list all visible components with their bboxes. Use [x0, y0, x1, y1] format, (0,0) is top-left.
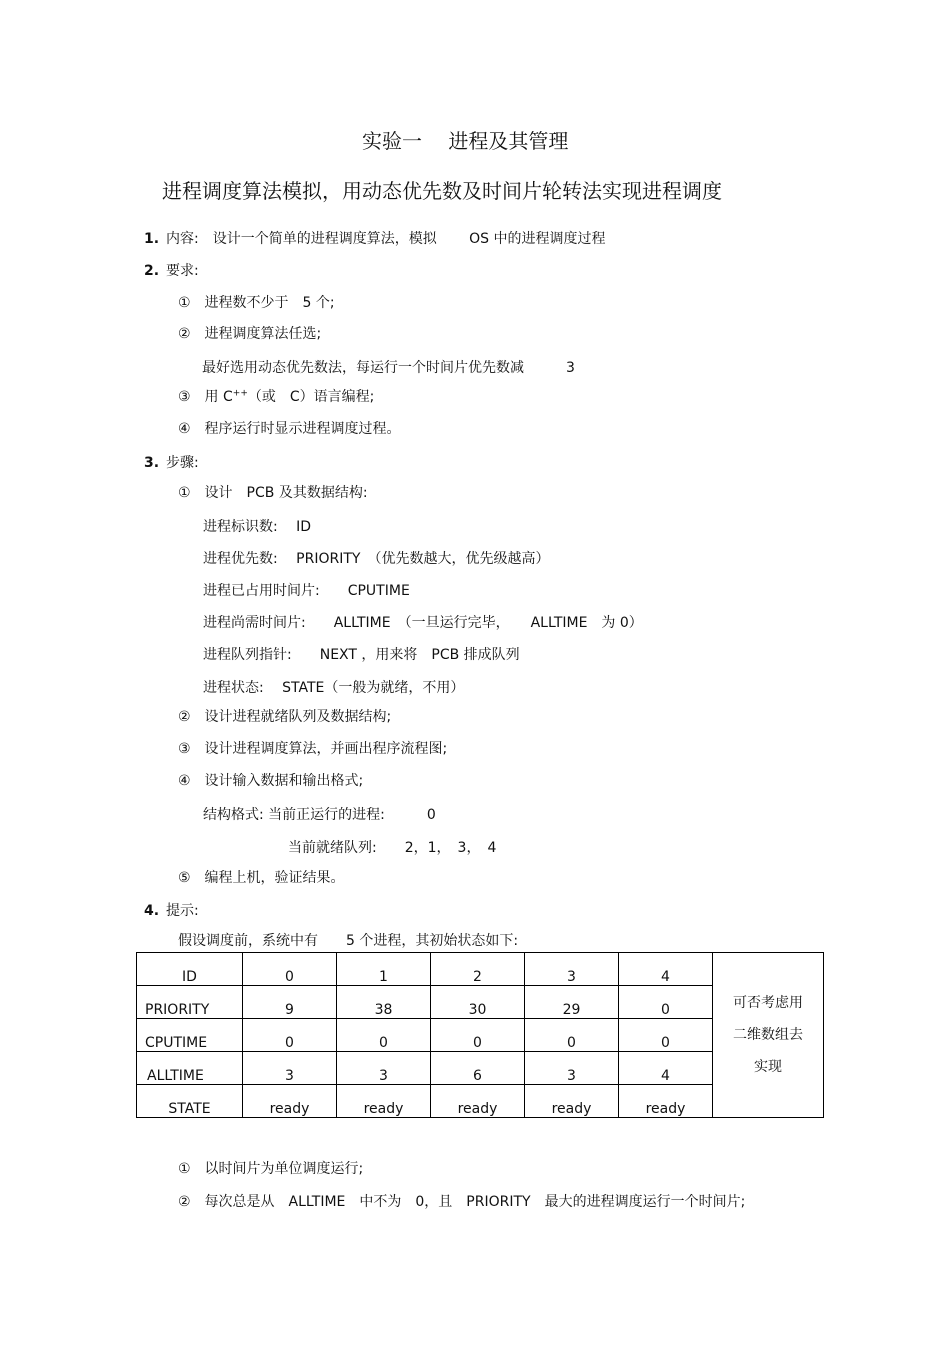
table-cell: 38: [337, 986, 431, 1019]
table-cell: 0: [431, 1019, 525, 1052]
page-subtitle: 进程调度算法模拟，用动态优先数及时间片轮转法实现进程调度: [162, 179, 722, 203]
pcb-field-state: 进程状态: STATE（一般为就绪，不用）: [203, 680, 465, 696]
table-cell: 4: [619, 953, 713, 986]
table-cell: 29: [525, 986, 619, 1019]
table-cell: 6: [431, 1052, 525, 1085]
note-line: 实现: [754, 1059, 782, 1075]
pcb-field-id: 进程标识数: ID: [203, 519, 312, 535]
table-cell: ready: [525, 1085, 619, 1118]
row-header: CPUTIME: [137, 1019, 243, 1052]
requirement-1: ① 进程数不少于 5 个;: [178, 295, 335, 311]
table-cell: 0: [525, 1019, 619, 1052]
note-line: 二维数组去: [733, 1027, 803, 1043]
section-1-text: 内容: 设计一个简单的进程调度算法，模拟 OS 中的进程调度过程: [166, 231, 606, 247]
section-3-text: 步骤:: [166, 455, 199, 471]
note-line: 可否考虑用: [733, 995, 803, 1011]
requirement-2-note: 最好选用动态优先数法，每运行一个时间片优先数减 3: [202, 360, 575, 376]
table-cell: 9: [243, 986, 337, 1019]
table-cell: 3: [337, 1052, 431, 1085]
requirement-3-pre: ③ 用 C: [178, 389, 233, 405]
table-cell: 0: [337, 1019, 431, 1052]
table-cell: 0: [243, 1019, 337, 1052]
step-2: ② 设计进程就绪队列及数据结构;: [178, 709, 392, 725]
step-5: ⑤ 编程上机，验证结果。: [178, 870, 345, 886]
table-cell: 0: [243, 953, 337, 986]
table-cell: 0: [619, 1019, 713, 1052]
table-cell: 3: [243, 1052, 337, 1085]
table-cell: 3: [525, 953, 619, 986]
pcb-field-next: 进程队列指针: NEXT ，用来将 PCB 排成队列: [203, 647, 520, 663]
requirement-4: ④ 程序运行时显示进程调度过程。: [178, 421, 401, 437]
pcb-field-cputime: 进程已占用时间片: CPUTIME: [203, 583, 410, 599]
table-cell: 0: [619, 986, 713, 1019]
requirement-3-sup: ++: [232, 388, 248, 399]
table-cell: 4: [619, 1052, 713, 1085]
output-format-running: 结构格式: 当前正运行的进程: 0: [203, 807, 436, 823]
table-cell: ready: [243, 1085, 337, 1118]
table-cell: ready: [431, 1085, 525, 1118]
table-cell: 1: [337, 953, 431, 986]
step-4: ④ 设计输入数据和输出格式;: [178, 773, 364, 789]
pcb-field-priority: 进程优先数: PRIORITY （优先数越大，优先级越高）: [203, 551, 550, 567]
hint-point-1: ① 以时间片为单位调度运行;: [178, 1161, 364, 1177]
step-3: ③ 设计进程调度算法，并画出程序流程图;: [178, 741, 448, 757]
section-4-text: 提示:: [166, 903, 199, 919]
section-2-text: 要求:: [166, 263, 199, 279]
section-2-number: 2.: [144, 263, 160, 279]
requirement-3: [178, 388, 374, 406]
pcb-field-alltime: 进程尚需时间片: ALLTIME （一旦运行完毕， ALLTIME 为 0）: [203, 615, 643, 631]
table-cell: 3: [525, 1052, 619, 1085]
row-header: PRIORITY: [137, 986, 243, 1019]
requirement-2: ② 进程调度算法任选;: [178, 326, 322, 342]
process-state-table: [136, 952, 824, 1118]
requirement-3-post: （或 C）语言编程;: [247, 389, 375, 405]
table-row: [137, 953, 824, 986]
section-1-number: 1.: [144, 231, 160, 247]
table-cell: 2: [431, 953, 525, 986]
hint-intro: 假设调度前，系统中有 5 个进程，其初始状态如下:: [178, 933, 519, 949]
table-cell: ready: [337, 1085, 431, 1118]
row-header: ALLTIME: [137, 1052, 243, 1085]
page-title: 实验一 进程及其管理: [362, 129, 569, 153]
hint-point-2: ② 每次总是从 ALLTIME 中不为 0，且 PRIORITY 最大的进程调度运行一个时间片;: [178, 1194, 746, 1210]
row-header: STATE: [137, 1085, 243, 1118]
output-format-ready-queue: 当前就绪队列: 2，1， 3， 4: [288, 840, 497, 856]
table-cell: 30: [431, 986, 525, 1019]
section-4-number: 4.: [144, 903, 160, 919]
table-cell: ready: [619, 1085, 713, 1118]
row-header: ID: [137, 953, 243, 986]
section-3-number: 3.: [144, 455, 160, 471]
step-1: ① 设计 PCB 及其数据结构:: [178, 485, 368, 501]
table-side-note: [713, 953, 824, 1118]
